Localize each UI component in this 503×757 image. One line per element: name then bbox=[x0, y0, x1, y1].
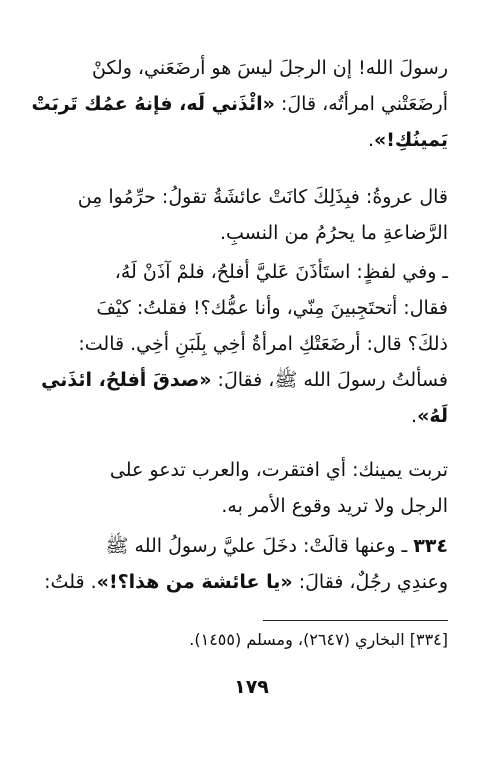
footnote-separator-line bbox=[263, 620, 448, 621]
text-run: تربت يمينك: أي افتقرت، والعرب تدعو على bbox=[109, 459, 448, 481]
text-run: فسألتُ رسولَ الله ﷺ، فقالَ: bbox=[211, 369, 448, 391]
bold-text-run: لَهُ» bbox=[417, 405, 448, 427]
text-run: ذلكَ؟ قال: أرضَعَتْكِ امرأةُ أخِي بِلَبَنِ أخِي. قالت: bbox=[78, 333, 448, 355]
bold-text-run: ٣٣٤ bbox=[413, 535, 448, 557]
text-line bbox=[53, 179, 448, 215]
text-line bbox=[53, 50, 448, 86]
text-line bbox=[53, 326, 448, 362]
text-line bbox=[53, 254, 448, 290]
text-line bbox=[53, 398, 448, 434]
text-line bbox=[53, 528, 448, 564]
text-line bbox=[53, 122, 448, 158]
text-run: الرجل ولا تريد وقوع الأمر به. bbox=[221, 495, 448, 517]
bold-text-run: يَمينُكِ!» bbox=[373, 129, 448, 151]
text-line bbox=[53, 452, 448, 488]
bold-text-run: «ائْذَني لَه، فإنهُ عمُك تَربَتْ bbox=[31, 93, 275, 115]
bold-text-run: «يا عائشة من هذا؟!» bbox=[96, 571, 293, 593]
text-run: رسولَ الله! إن الرجلَ ليسَ هو أرضَعَني، ولكنْ bbox=[91, 57, 448, 79]
text-run: . قلتُ: bbox=[44, 571, 97, 593]
page-number: ١٧٩ bbox=[234, 676, 269, 698]
text-run: . bbox=[367, 129, 374, 151]
text-run: ـ وعنها قالَتْ: دخَلَ عليَّ رسولُ الله ﷺ bbox=[105, 535, 414, 557]
text-line bbox=[31, 86, 448, 122]
text-line bbox=[53, 215, 448, 251]
text-line bbox=[53, 488, 448, 524]
text-run: أرضَعَتْني امرأتُه، قالَ: bbox=[274, 93, 448, 115]
paragraph-1 bbox=[31, 50, 448, 158]
text-run: الرَّضاعةِ ما يحرُمُ من النسبِ. bbox=[219, 222, 448, 244]
paragraph-5-hadith-334 bbox=[44, 528, 448, 600]
text-run: فقال: أتحتَجِبينَ مِنّي، وأنا عمُّك؟! فقلتُ: كيْفَ bbox=[96, 297, 448, 319]
text-line bbox=[53, 290, 448, 326]
text-run: . bbox=[411, 405, 418, 427]
bold-text-run: «صدقَ أفلحُ، ائذَني bbox=[41, 369, 212, 391]
text-run: ـ وفي لفظٍ: استَأذَنَ عَليَّ أفلحُ، فلمْ آذَنْ لَهُ، bbox=[114, 261, 448, 283]
text-run: قال عروةُ: فبِذَلِكَ كانَتْ عائشَةُ تقولُ: حرِّمُوا مِن bbox=[77, 186, 448, 208]
text-line bbox=[44, 564, 448, 600]
text-line bbox=[41, 362, 448, 398]
footnote: [٣٣٤] البخاري (٢٦٤٧)، ومسلم (١٤٥٥). bbox=[189, 630, 448, 649]
paragraph-2 bbox=[53, 179, 448, 251]
paragraph-3 bbox=[41, 254, 448, 434]
text-run: وعندِي رجُلٌ، فقالَ: bbox=[292, 571, 448, 593]
paragraph-4-explanation bbox=[53, 452, 448, 524]
